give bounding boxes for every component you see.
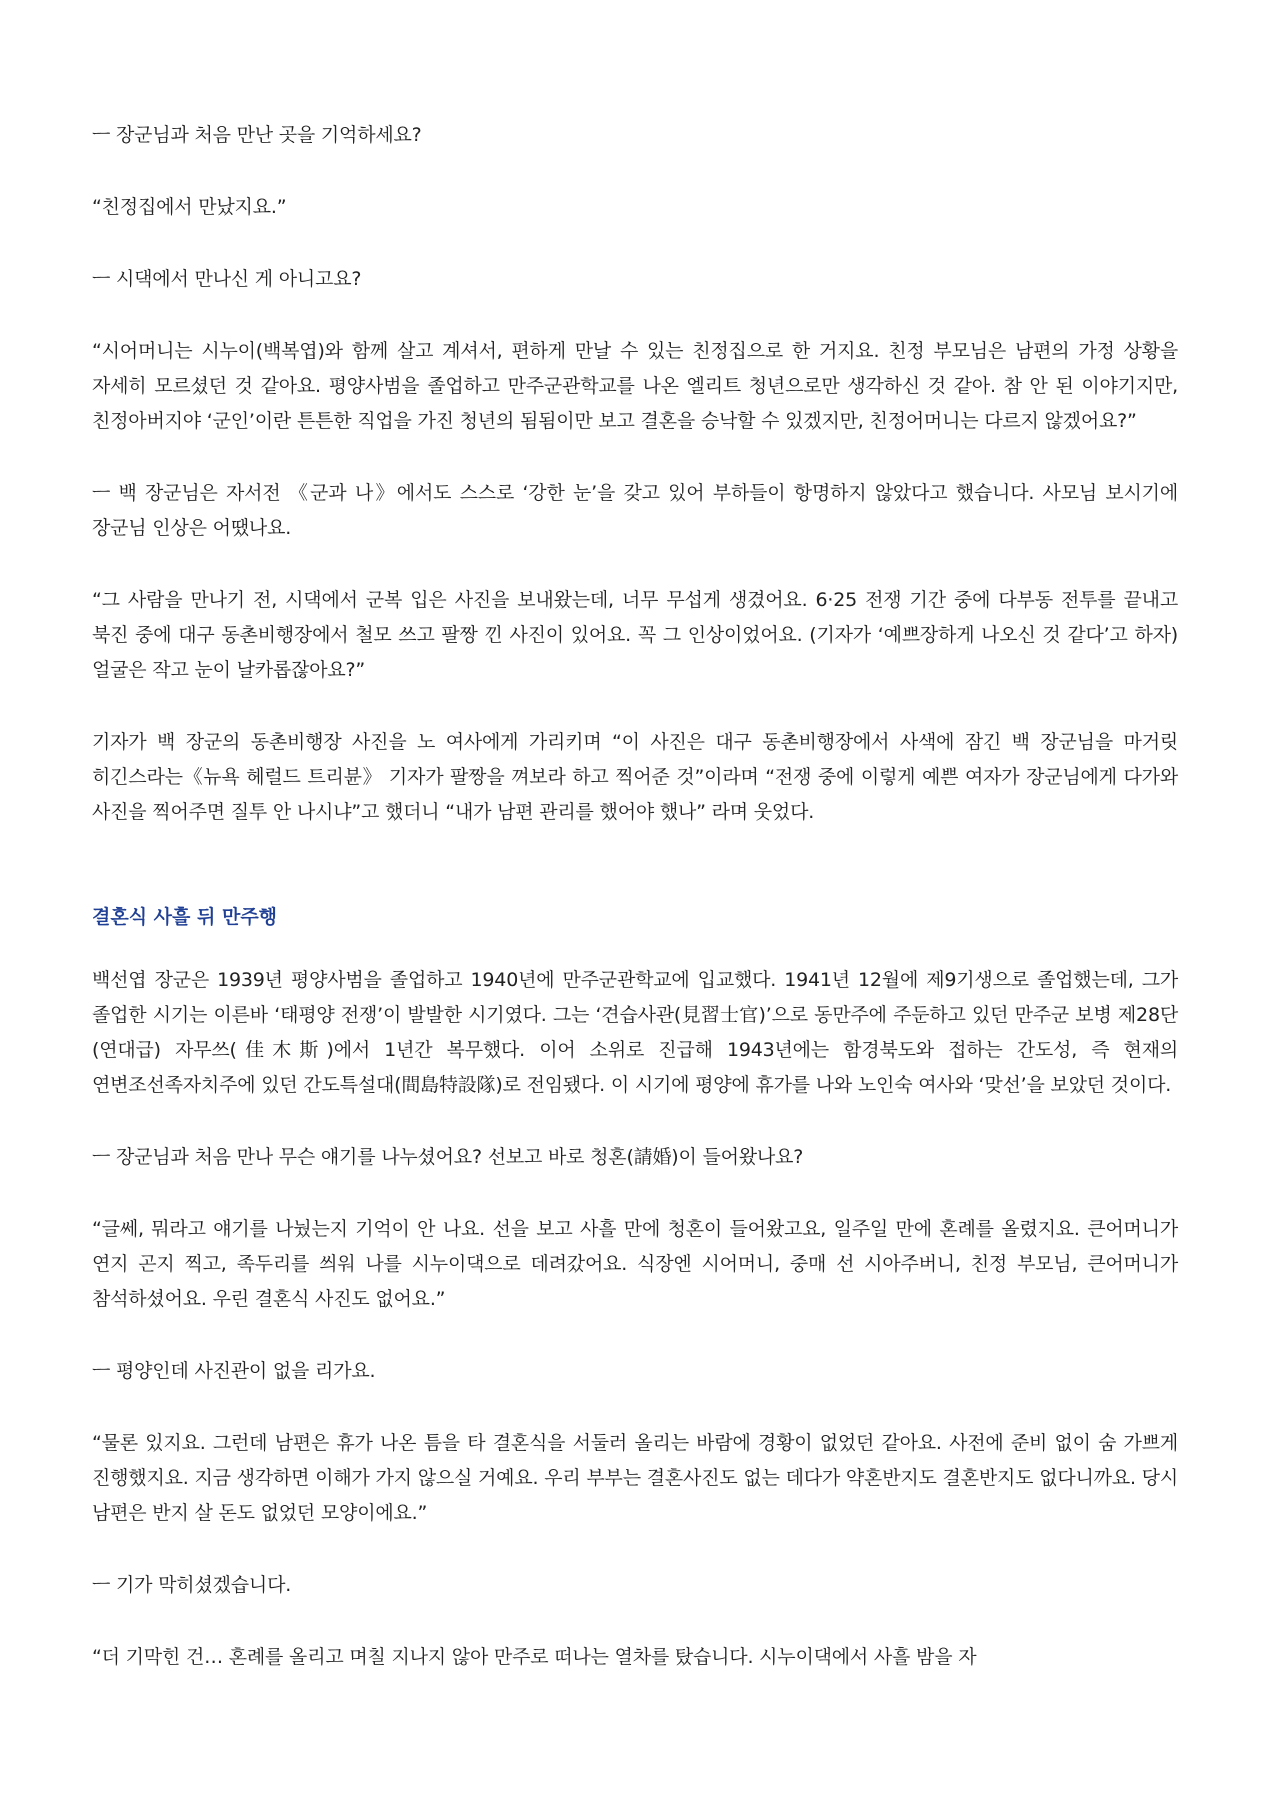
interview-question: ㅡ 장군님과 처음 만난 곳을 기억하세요? [92,124,422,146]
interview-question: ㅡ 시댁에서 만나신 게 아니고요? [92,268,362,290]
interview-answer: “더 기막힌 건… 혼례를 올리고 며칠 지나지 않아 만주로 떠나는 열차를 탔습니다. 시누이댁에서 사흘 밤을 자 [92,1646,977,1668]
article-body [92,118,1178,1675]
interview-answer: “친정집에서 만났지요.” [92,196,287,218]
section-heading: 결혼식 사흘 뒤 만주행 [92,906,278,928]
interview-question: ㅡ 백 장군님은 자서전 《군과 나》에서도 스스로 ‘강한 눈’을 갖고 있어 부하들이 항명하지 않았다고 했습니다. 사모님 보시기에 장군님 인상은 어땠나요. [92,482,1178,539]
interview-question: ㅡ 장군님과 처음 만나 무슨 얘기를 나누셨어요? 선보고 바로 청혼(請婚)이 들어왔나요? [92,1146,804,1168]
narrative-paragraph: 기자가 백 장군의 동촌비행장 사진을 노 여사에게 가리키며 “이 사진은 대구 동촌비행장에서 사색에 잠긴 백 장군님을 마거릿 히긴스라는《뉴욕 헤럴드 트리뷴》 기자가 팔짱을 껴보라 하고 찍어준 것”이라며 “전쟁 중에 이렇게 예쁜 여자가 장군님에게 다가와 사진을 찍어주면 질투 안 나시냐”고 했더니 “내가 남편 관리를 했어야 했나” 라며 웃었다. [92,731,1178,823]
interview-question: ㅡ 평양인데 사진관이 없을 리가요. [92,1360,376,1382]
interview-answer: “물론 있지요. 그런데 남편은 휴가 나온 틈을 타 결혼식을 서둘러 올리는 바람에 경황이 없었던 같아요. 사전에 준비 없이 숨 가쁘게 진행했지요. 지금 생각하면 이해가 가지 않으실 거예요. 우리 부부는 결혼사진도 없는 데다가 약혼반지도 결혼반지도 없다니까요. 당시 남편은 반지 살 돈도 없었던 모양이에요.” [92,1432,1178,1524]
interview-answer: “시어머니는 시누이(백복엽)와 함께 살고 계셔서, 편하게 만날 수 있는 친정집으로 한 거지요. 친정 부모님은 남편의 가정 상황을 자세히 모르셨던 것 같아요. 평양사범을 졸업하고 만주군관학교를 나온 엘리트 청년으로만 생각하신 것 같아. 참 안 된 이야기지만, 친정아버지야 ‘군인’이란 튼튼한 직업을 가진 청년의 됨됨이만 보고 결혼을 승낙할 수 있겠지만, 친정어머니는 다르지 않겠어요?” [92,340,1178,432]
interview-answer: “그 사람을 만나기 전, 시댁에서 군복 입은 사진을 보내왔는데, 너무 무섭게 생겼어요. 6·25 전쟁 기간 중에 다부동 전투를 끝내고 북진 중에 대구 동촌비행장에서 철모 쓰고 팔짱 낀 사진이 있어요. 꼭 그 인상이었어요. (기자가 ‘예쁘장하게 나오신 것 같다’고 하자) 얼굴은 작고 눈이 날카롭잖아요?” [92,589,1178,681]
interview-answer: “글쎄, 뭐라고 얘기를 나눴는지 기억이 안 나요. 선을 보고 사흘 만에 청혼이 들어왔고요, 일주일 만에 혼례를 올렸지요. 큰어머니가 연지 곤지 찍고, 족두리를 씌워 나를 시누이댁으로 데려갔어요. 식장엔 시어머니, 중매 선 시아주버니, 친정 부모님, 큰어머니가 참석하셨어요. 우린 결혼식 사진도 없어요.” [92,1218,1178,1310]
narrative-paragraph: 백선엽 장군은 1939년 평양사범을 졸업하고 1940년에 만주군관학교에 입교했다. 1941년 12월에 제9기생으로 졸업했는데, 그가 졸업한 시기는 이른바 ‘태평양 전쟁’이 발발한 시기였다. 그는 ‘견습사관(見習士官)’으로 동만주에 주둔하고 있던 만주군 보병 제28단(연대급) 자무쓰(佳木斯)에서 1년간 복무했다. 이어 소위로 진급해 1943년에는 함경북도와 접하는 간도성, 즉 현재의 연변조선족자치주에 있던 간도특설대(間島特設隊)로 전임됐다. 이 시기에 평양에 휴가를 나와 노인숙 여사와 ‘맞선’을 보았던 것이다. [92,969,1178,1096]
interview-question: ㅡ 기가 막히셨겠습니다. [92,1574,292,1596]
